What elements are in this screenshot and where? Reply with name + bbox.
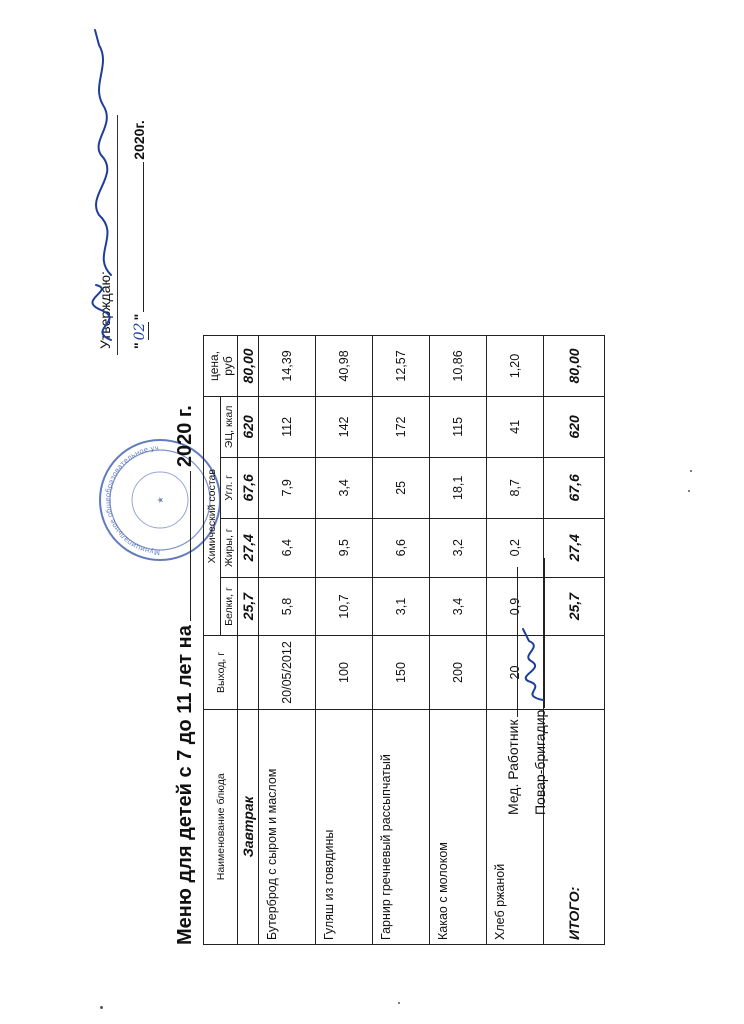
dish-output: 200 bbox=[430, 636, 487, 709]
header-row-top bbox=[204, 336, 221, 945]
dish-protein: 5,8 bbox=[259, 577, 316, 636]
menu-title-year: 2020 г. bbox=[174, 405, 196, 468]
cook-signature bbox=[513, 625, 558, 705]
dish-name: Хлеб ржаной bbox=[487, 709, 544, 944]
dish-name: Гарнир гречневый рассыпчатый bbox=[373, 709, 430, 944]
dish-protein: 3,1 bbox=[373, 577, 430, 636]
dish-price: 1,20 bbox=[487, 336, 544, 397]
meal-output bbox=[238, 636, 259, 709]
dish-energy: 142 bbox=[316, 396, 373, 457]
dish-price: 40,98 bbox=[316, 336, 373, 397]
meal-energy: 620 bbox=[238, 396, 259, 457]
dish-output: 100 bbox=[316, 636, 373, 709]
meal-protein: 25,7 bbox=[238, 577, 259, 636]
dish-price: 10,86 bbox=[430, 336, 487, 397]
header-protein: Белки, г bbox=[221, 577, 238, 636]
dish-fat: 9,5 bbox=[316, 518, 373, 577]
total-energy: 620 bbox=[544, 396, 605, 457]
dish-name: Какао с молоком bbox=[430, 709, 487, 944]
dish-fat: 6,4 bbox=[259, 518, 316, 577]
dish-protein: 10,7 bbox=[316, 577, 373, 636]
table-row bbox=[259, 336, 316, 945]
dish-carb: 8,7 bbox=[487, 457, 544, 518]
date-quote-open: " bbox=[131, 342, 147, 349]
dish-carb: 18,1 bbox=[430, 457, 487, 518]
approval-year: 2020г. bbox=[131, 120, 147, 160]
header-chem-group: Химический состав bbox=[204, 396, 221, 636]
dish-fat: 6,6 bbox=[373, 518, 430, 577]
header-output: Выход, г bbox=[204, 636, 238, 709]
date-quote-close: " bbox=[131, 313, 147, 321]
dish-carb: 7,9 bbox=[259, 457, 316, 518]
dish-fat: 0,2 bbox=[487, 518, 544, 577]
cook-label: Повар-бригадир bbox=[532, 709, 548, 815]
med-worker-label: Мед. Работник bbox=[505, 719, 521, 815]
header-carb: Угл. г bbox=[221, 457, 238, 518]
dish-protein: 0,9 bbox=[487, 577, 544, 636]
dish-fat: 3,2 bbox=[430, 518, 487, 577]
date-day: 02 bbox=[132, 322, 148, 341]
dish-output: 20/05/2012 bbox=[259, 636, 316, 709]
dish-protein: 3,4 bbox=[430, 577, 487, 636]
dish-name: Бутерброд с сыром и маслом bbox=[259, 709, 316, 944]
scan-speck bbox=[688, 490, 690, 492]
dish-output: 150 bbox=[373, 636, 430, 709]
dish-carb: 25 bbox=[373, 457, 430, 518]
total-fat: 27,4 bbox=[544, 518, 605, 577]
dish-energy: 41 bbox=[487, 396, 544, 457]
rotated-document bbox=[95, 120, 582, 945]
dish-energy: 115 bbox=[430, 396, 487, 457]
table-row bbox=[373, 336, 430, 945]
total-protein: 25,7 bbox=[544, 577, 605, 636]
dish-price: 12,57 bbox=[373, 336, 430, 397]
dish-energy: 172 bbox=[373, 396, 430, 457]
stamp-text: Муниципальное общеобразовательное уч bbox=[103, 443, 161, 557]
dish-name: Гуляш из говядины bbox=[316, 709, 373, 944]
meal-fat: 27,4 bbox=[238, 518, 259, 577]
header-price: цена, руб bbox=[204, 336, 238, 397]
total-label: ИТОГО: bbox=[544, 709, 605, 944]
scan-speck bbox=[690, 470, 692, 472]
scan-speck bbox=[100, 1006, 103, 1009]
menu-title-prefix: Меню для детей с 7 до 11 лет на bbox=[174, 625, 196, 945]
dish-energy: 112 bbox=[259, 396, 316, 457]
meal-row bbox=[238, 336, 259, 945]
table-row bbox=[316, 336, 373, 945]
total-price: 80,00 bbox=[544, 336, 605, 397]
meal-carb: 67,6 bbox=[238, 457, 259, 518]
svg-text:Муниципальное общеобразователь bbox=[95, 444, 160, 565]
svg-text:★: ★ bbox=[156, 496, 165, 504]
header-energy: ЭЦ, ккал bbox=[221, 396, 238, 457]
menu-date-blank bbox=[190, 471, 191, 621]
approval-label: Утверждаю: bbox=[97, 271, 113, 349]
dish-carb: 3,4 bbox=[316, 457, 373, 518]
scan-speck bbox=[398, 1002, 400, 1004]
menu-title bbox=[174, 325, 197, 945]
date-month-blank bbox=[143, 162, 144, 312]
total-carb: 67,6 bbox=[544, 457, 605, 518]
dish-output: 20 bbox=[487, 636, 544, 709]
dish-price: 14,39 bbox=[259, 336, 316, 397]
meal-label: Завтрак bbox=[238, 709, 259, 944]
header-dish-name: Наименование блюда bbox=[204, 709, 238, 944]
header-fat: Жиры, г bbox=[221, 518, 238, 577]
table-row bbox=[430, 336, 487, 945]
meal-price: 80,00 bbox=[238, 336, 259, 397]
approval-signature bbox=[81, 25, 136, 345]
